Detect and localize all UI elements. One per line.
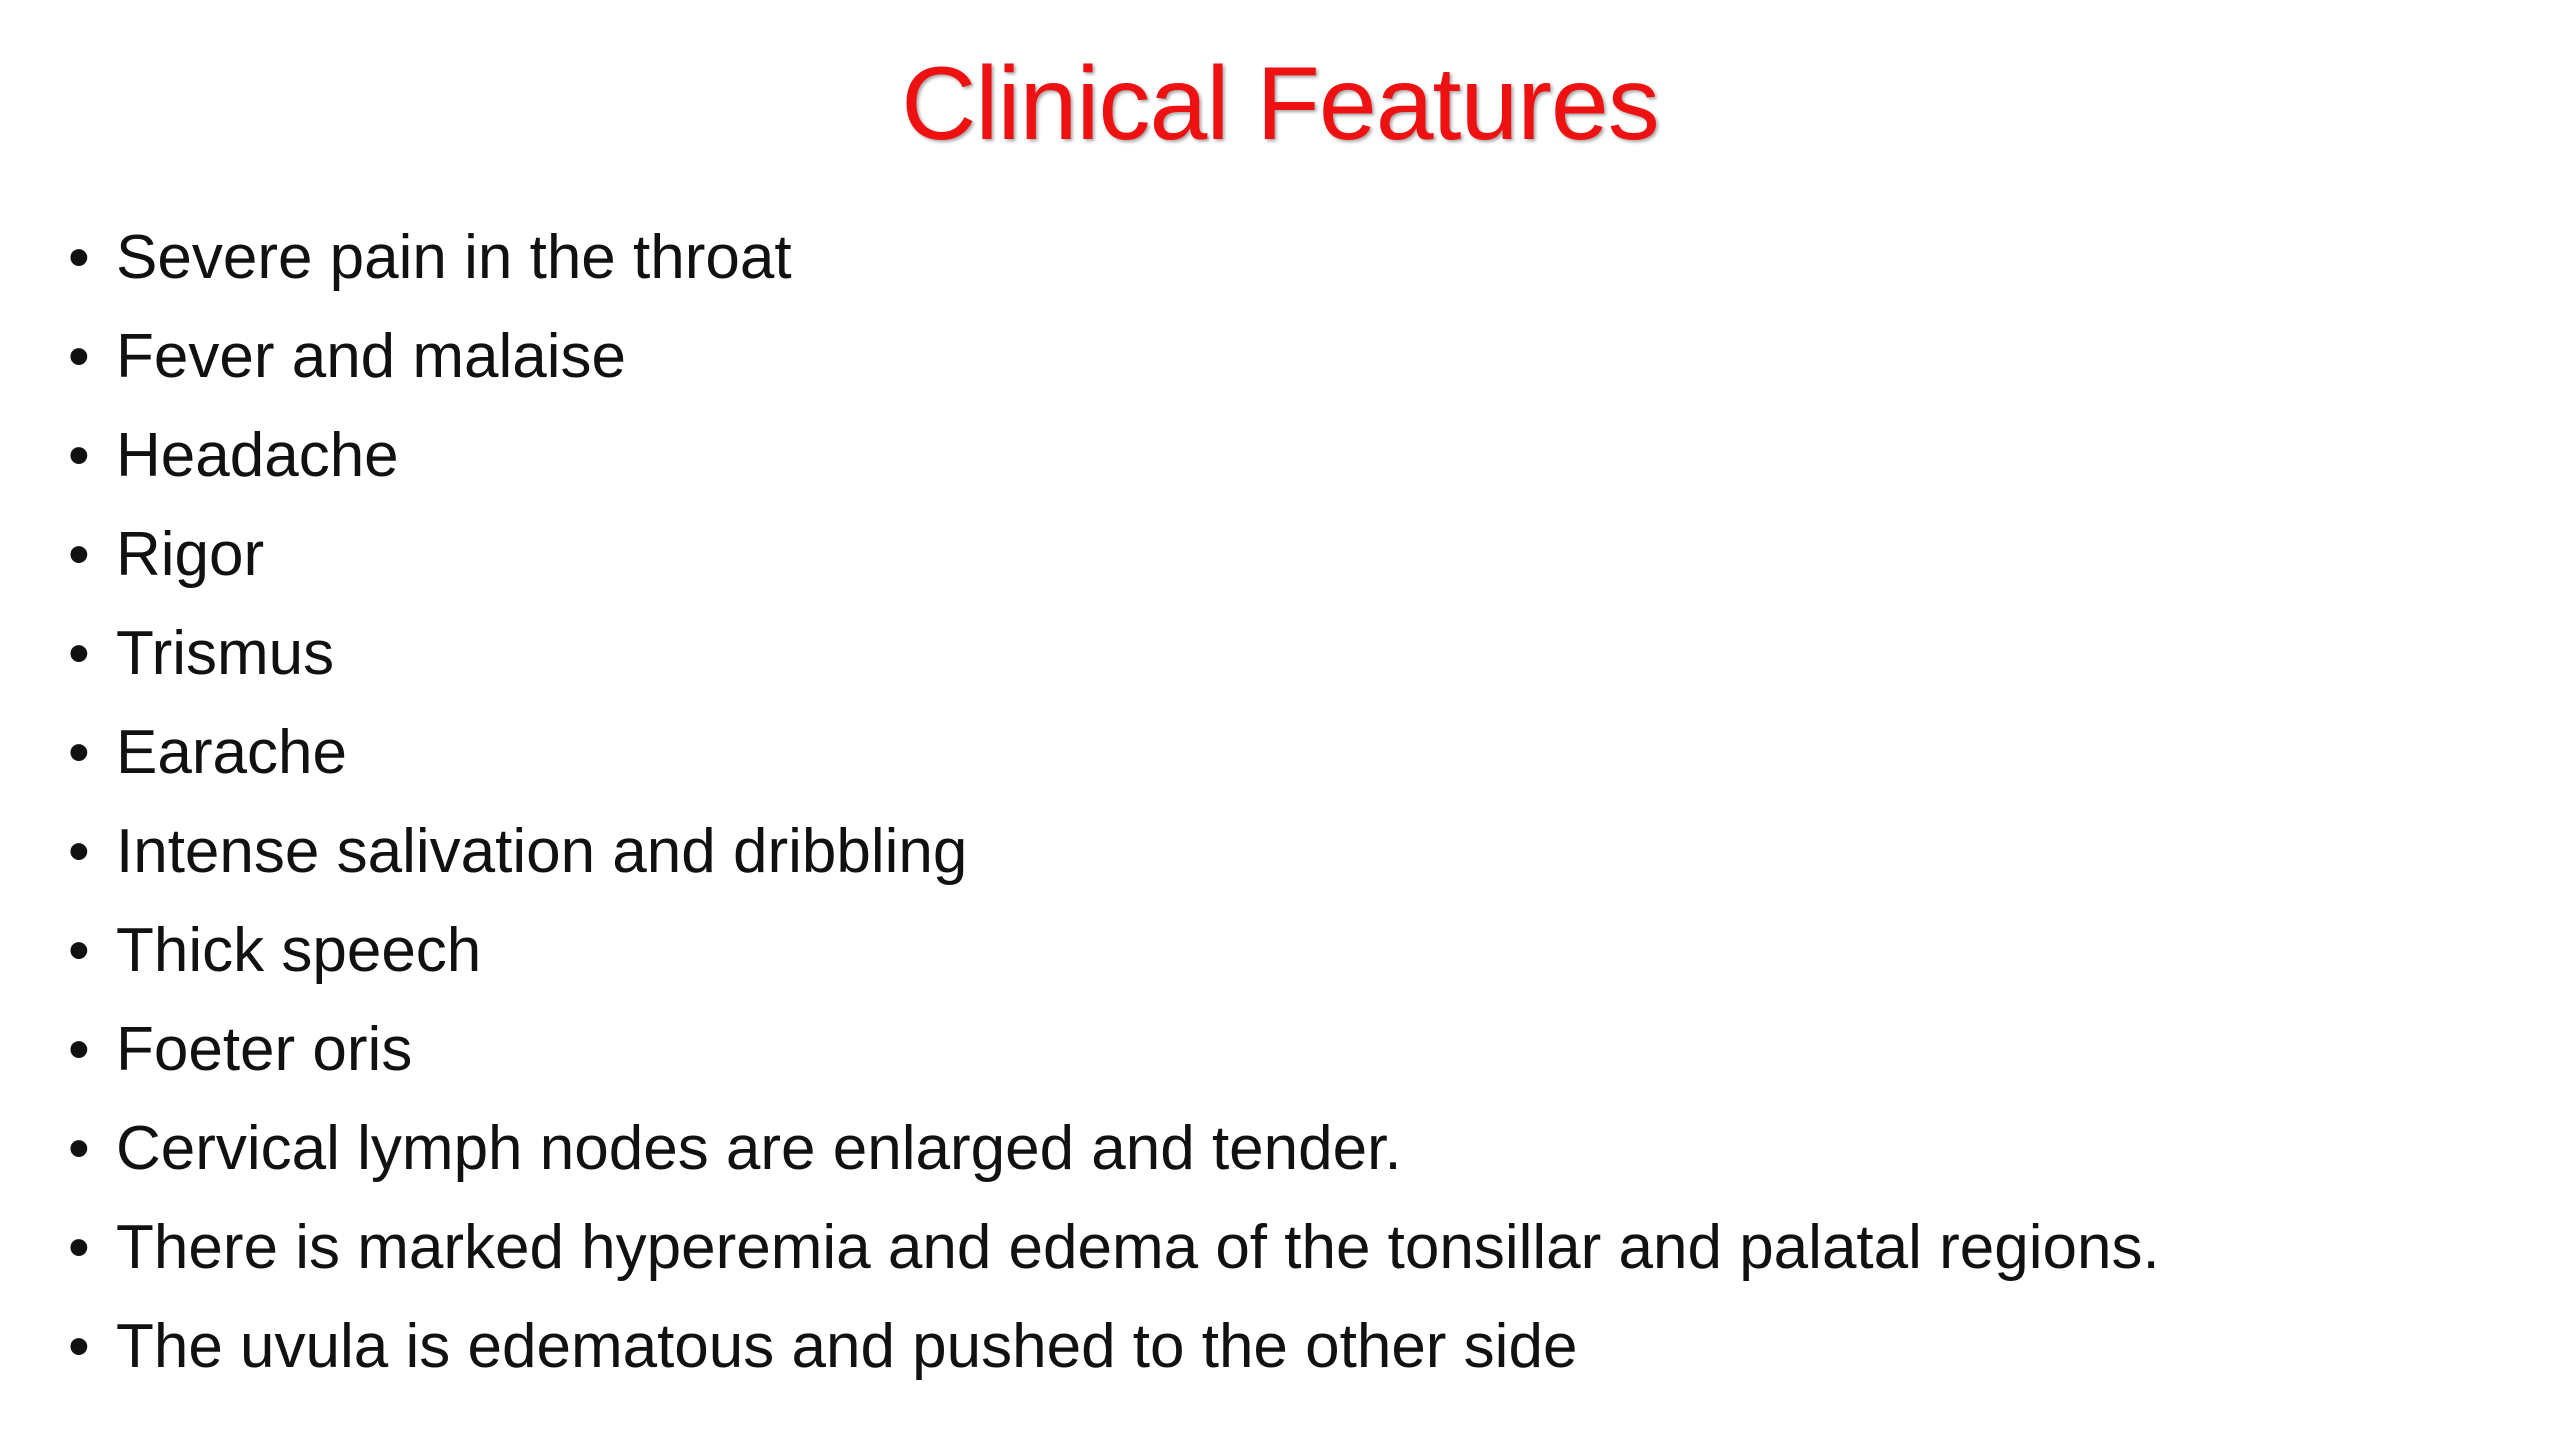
bullet-text: Headache (116, 420, 399, 490)
list-item (68, 1297, 2508, 1396)
bullet-icon: • (68, 1212, 90, 1282)
bullet-icon: • (68, 1311, 90, 1381)
list-item (68, 1198, 2508, 1297)
bullet-icon: • (68, 816, 90, 886)
bullet-text: Intense salivation and dribbling (116, 816, 968, 886)
bullet-text: Trismus (116, 618, 335, 688)
bullet-text: Thick speech (116, 915, 482, 985)
list-item (68, 307, 2508, 406)
list-item (68, 1000, 2508, 1099)
bullet-icon: • (68, 915, 90, 985)
list-item (68, 604, 2508, 703)
bullet-icon: • (68, 1113, 90, 1183)
bullet-text: Rigor (116, 519, 265, 589)
list-item (68, 802, 2508, 901)
bullet-text: Fever and malaise (116, 321, 627, 391)
bullet-text: Earache (116, 717, 347, 787)
bullet-text: Foeter oris (116, 1014, 413, 1084)
bullet-icon: • (68, 618, 90, 688)
bullet-icon: • (68, 1014, 90, 1084)
bullet-icon: • (68, 420, 90, 490)
list-item (68, 505, 2508, 604)
bullet-icon: • (68, 519, 90, 589)
list-item (68, 703, 2508, 802)
bullet-icon: • (68, 717, 90, 787)
bullet-icon: • (68, 222, 90, 292)
list-item (68, 406, 2508, 505)
bullet-icon: • (68, 321, 90, 391)
list-item (68, 901, 2508, 1000)
bullet-text: The uvula is edematous and pushed to the other side (116, 1311, 1578, 1381)
slide-title: Clinical Features (901, 46, 1659, 162)
list-item (68, 1099, 2508, 1198)
bullet-text: There is marked hyperemia and edema of the tonsillar and palatal regions. (116, 1212, 2160, 1282)
list-item (68, 208, 2508, 307)
bullet-text: Severe pain in the throat (116, 222, 792, 292)
bullet-text: Cervical lymph nodes are enlarged and tender. (116, 1113, 1402, 1183)
bullet-list (68, 208, 2508, 1396)
